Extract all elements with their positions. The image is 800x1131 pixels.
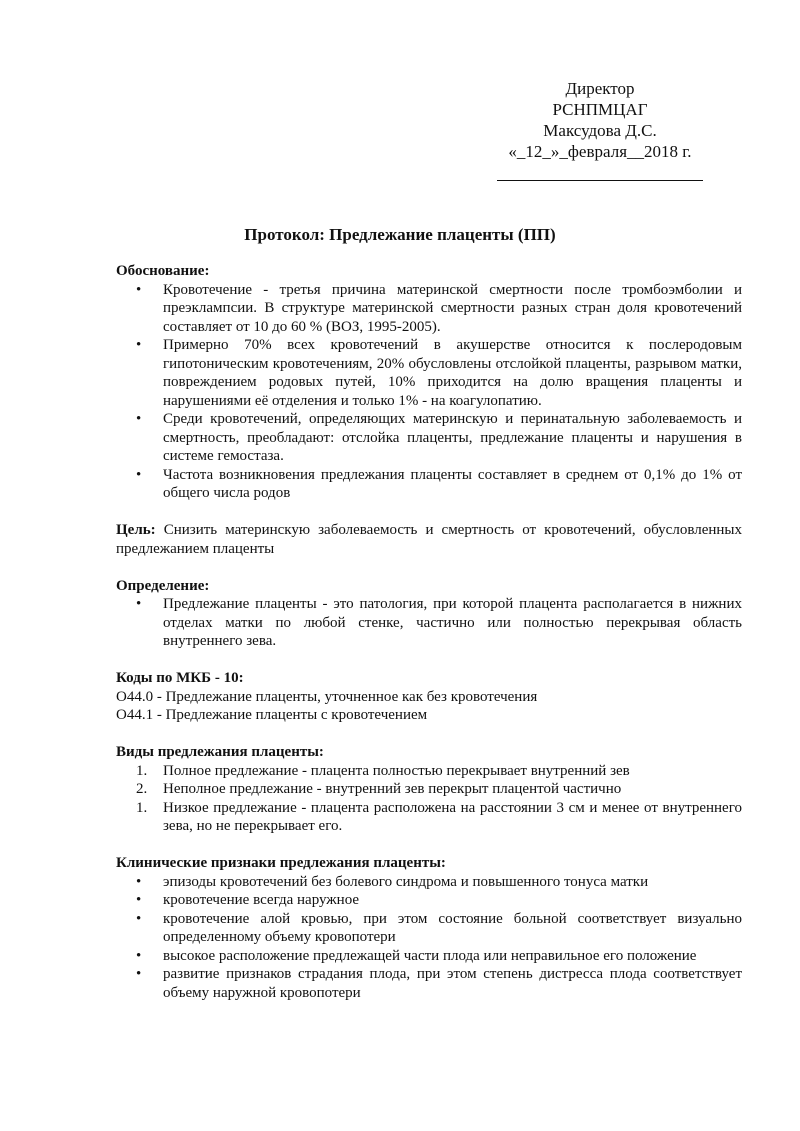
approval-block (490, 78, 710, 162)
approval-position: Директор (565, 79, 635, 98)
list-item: • Частота возникновения предлежания плаценты составляет в среднем от 0,1% до 1% от общего числа родов (116, 466, 742, 503)
document-body (116, 262, 742, 1002)
list-number: 2. (136, 781, 148, 797)
list-item: • Среди кровотечений, определяющих материнскую и перинатальную заболеваемость и смертность, преобладают: отслойка плаценты, предлежание плаценты и нарушения в системе гемостаза. (116, 410, 742, 466)
list-item (116, 762, 742, 781)
list-item (116, 799, 742, 836)
goal-paragraph (116, 521, 742, 558)
list-item: • Предлежание плаценты - это патология, при которой плацента располагается в нижних отделах матки по любой стенке, частично или полностью перекрывая область внутреннего зева. (116, 595, 742, 651)
approval-organization: РСНПМЦАГ (552, 100, 648, 119)
clinical-heading: Клинические признаки предлежания плаценты: (116, 855, 446, 871)
goal-text: Снизить материнскую заболеваемость и смертность от кровотечений, обусловленных предлежанием плаценты (116, 522, 742, 557)
icd-code: О44.0 - Предлежание плаценты, уточненное как без кровотечения (116, 688, 538, 705)
list-item: • высокое расположение предлежащей части плода или неправильное его положение (116, 947, 742, 966)
list-item-text: Полное предлежание - плацента полностью перекрывает внутренний зев (163, 762, 630, 779)
list-item: • Примерно 70% всех кровотечений в акушерстве относится к послеродовым гипотоническим кровотечениям, 20% обусловлены отслойкой плаценты, разрывом матки, повреждением родовых путей, 10% приходится на долю вращения плаценты и нарушениями её отделения и только 1% - на коагулопатию. (116, 336, 742, 410)
list-item: • Кровотечение - третья причина материнской смертности после тромбоэмболии и преэклампсии. В структуре материнской смертности разных стран доля кровотечений составляет от 10 до 60 % (ВОЗ, 1995-2005). (116, 281, 742, 337)
definition-heading: Определение: (116, 577, 210, 594)
icd-code: О44.1 - Предлежание плаценты с кровотечением (116, 707, 428, 723)
rationale-list (116, 281, 742, 503)
list-item: • развитие признаков страдания плода, при этом степень дистресса плода соответствует объему наружной кровопотери (116, 965, 742, 1002)
list-item: • эпизоды кровотечений без болевого синдрома и повышенного тонуса матки (116, 873, 742, 892)
document-title: Протокол: Предлежание плаценты (ПП) (244, 225, 556, 244)
icd-heading: Коды по МКБ - 10: (116, 670, 244, 686)
list-item: • кровотечение алой кровью, при этом состояние больной соответствует визуально определенному объему кровопотери (116, 910, 742, 947)
types-list (116, 762, 742, 836)
list-item: • кровотечение всегда наружное (116, 891, 742, 910)
signature-line (497, 180, 703, 181)
approval-date: «_12_»_февраля__2018 г. (508, 142, 692, 161)
approval-name: Максудова Д.С. (543, 121, 657, 140)
clinical-list (116, 873, 742, 1003)
goal-label: Цель: (116, 522, 156, 538)
list-item (116, 780, 742, 799)
list-number: 1. (136, 799, 148, 816)
list-number: 1. (136, 762, 148, 779)
list-item-text: Низкое предлежание - плацента расположена на расстоянии 3 см и менее от внутреннего зева, но не перекрывает его. (163, 799, 742, 834)
rationale-heading: Обоснование: (116, 263, 210, 279)
definition-list (116, 595, 742, 651)
types-heading: Виды предлежания плаценты: (116, 744, 324, 760)
list-item-text: Неполное предлежание - внутренний зев перекрыт плацентой частично (163, 781, 622, 797)
